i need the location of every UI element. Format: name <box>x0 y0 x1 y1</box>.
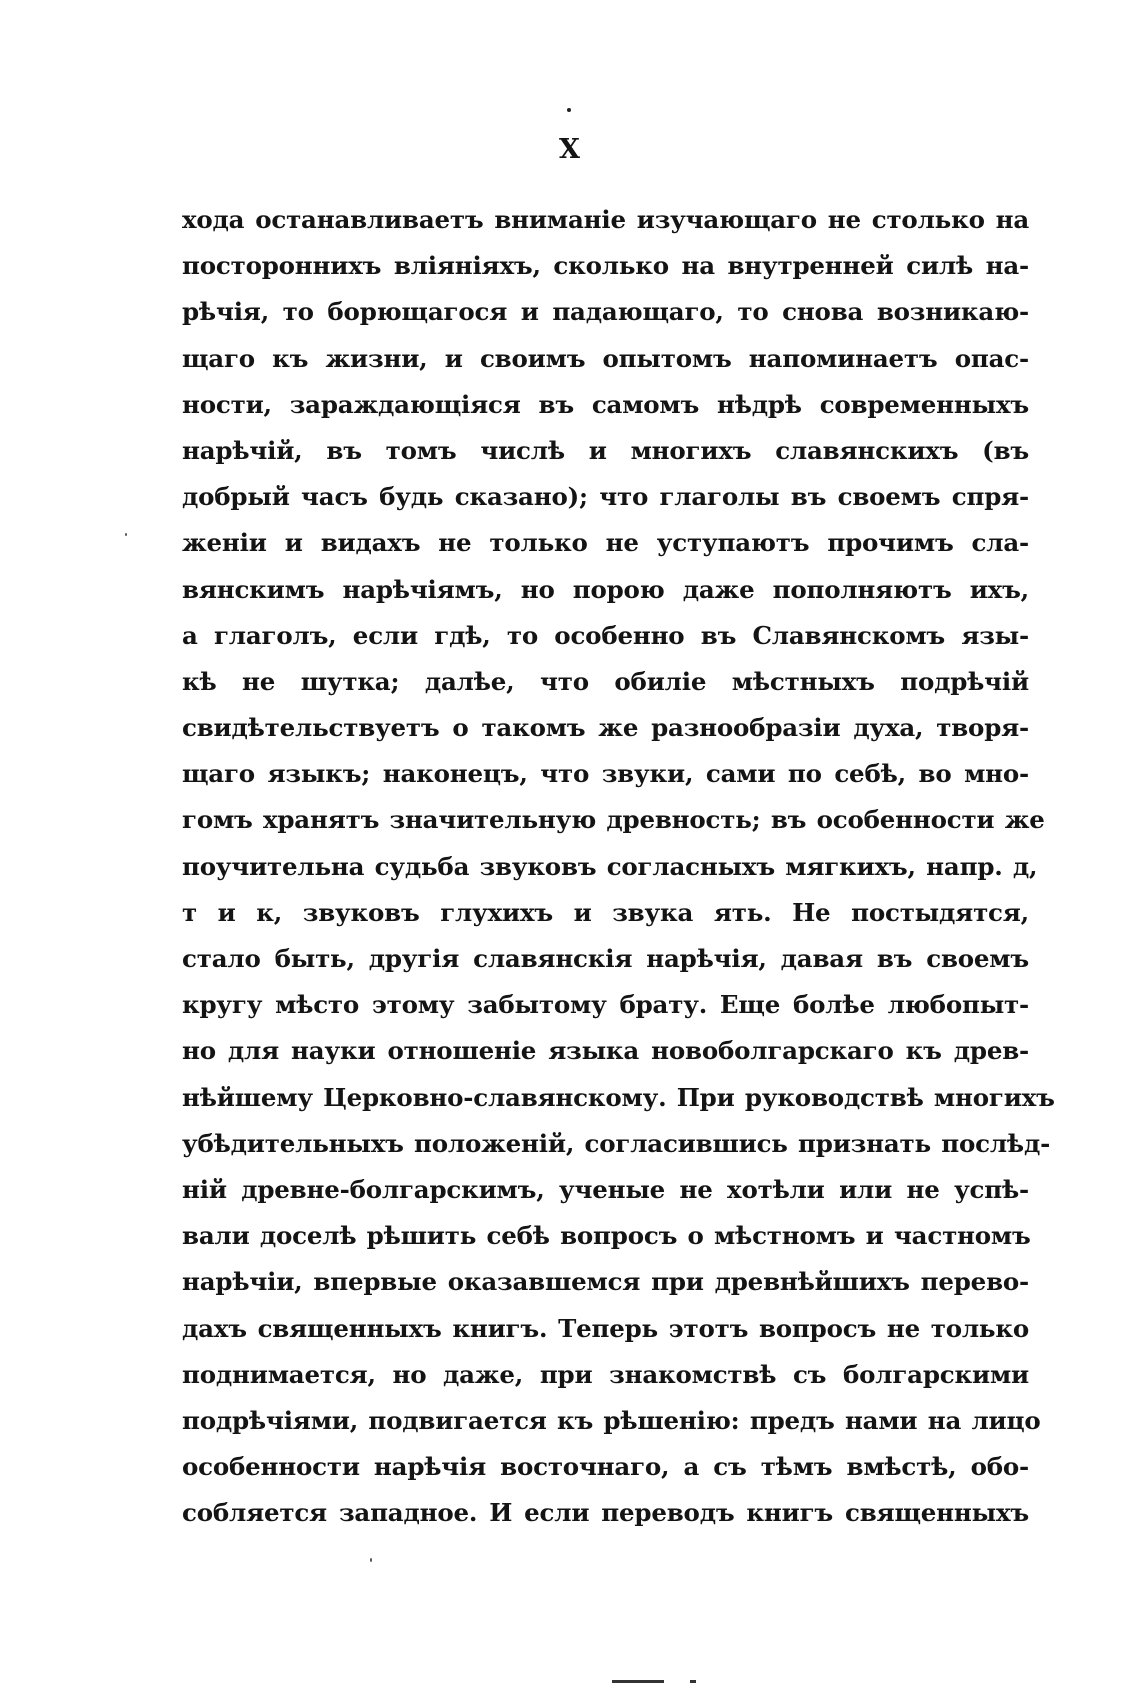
text-line: хода останавливаетъ вниманіе изучающаго не столько на <box>182 205 1029 234</box>
text-line: собляется западное. И если переводъ книгъ священныхъ <box>182 1498 1029 1528</box>
scan-speck <box>370 1558 372 1562</box>
text-line: гомъ хранятъ значительную древность; въ особенности же <box>182 805 1045 835</box>
text-line: т и к, звуковъ глухихъ и звука ять. Не постыдятся, <box>182 897 1029 927</box>
text-line: дахъ священныхъ книгъ. Теперь этотъ вопросъ не только <box>182 1313 1029 1343</box>
ink-dot <box>567 108 571 112</box>
text-line: добрый часъ будь сказано); что глаголы въ своемъ спря- <box>182 482 1029 512</box>
text-line: стало быть, другія славянскія нарѣчія, давая въ своемъ <box>182 944 1029 973</box>
text-line: поднимается, но даже, при знакомствѣ съ болгарскими <box>182 1359 1029 1389</box>
text-line: щаго языкъ; наконецъ, что звуки, сами по себѣ, во мно- <box>182 759 1029 789</box>
text-line: нарѣчій, въ томъ числѣ и многихъ славянскихъ (въ <box>182 435 1029 465</box>
footer-rule <box>612 1680 664 1683</box>
text-line: нарѣчіи, впервые оказавшемся при древнѣйшихъ перево- <box>182 1267 1029 1297</box>
text-line: подрѣчіями, подвигается къ рѣшенію: предъ нами на лицо <box>182 1405 1041 1435</box>
scan-speck <box>125 533 127 536</box>
text-line: убѣдительныхъ положеній, согласившись признать послѣд- <box>182 1128 1051 1158</box>
text-line: вали доселѣ рѣшить себѣ вопросъ о мѣстномъ и частномъ <box>182 1221 1031 1251</box>
footer-rule-fragment <box>690 1680 696 1683</box>
text-line: поучительна судьба звуковъ согласныхъ мягкихъ, напр. д, <box>182 851 1038 881</box>
text-line: а глаголъ, если гдѣ, то особенно въ Славянскомъ язы- <box>182 620 1029 650</box>
text-line: особенности нарѣчія восточнаго, а съ тѣмъ вмѣстѣ, обо- <box>182 1452 1029 1482</box>
text-line: вянскимъ нарѣчіямъ, но порою даже пополняютъ ихъ, <box>182 574 1029 604</box>
text-line: но для науки отношеніе языка новоболгарскаго къ древ- <box>182 1036 1029 1066</box>
text-line: женіи и видахъ не только не уступаютъ прочимъ сла- <box>182 528 1029 558</box>
text-line: рѣчія, то борющагося и падающаго, то снова возникаю- <box>182 297 1029 327</box>
text-line: кѣ не шутка; далѣе, что обиліе мѣстныхъ подрѣчій <box>182 666 1029 696</box>
text-line: нѣйшему Церковно-славянскому. При руководствѣ многихъ <box>182 1082 1055 1112</box>
body-text <box>182 197 1055 1536</box>
text-line: ній древне-болгарскимъ, ученые не хотѣли или не успѣ- <box>182 1174 1029 1204</box>
text-line: свидѣтельствуетъ о такомъ же разнообразіи духа, творя- <box>182 713 1029 743</box>
page-number: X <box>559 134 581 165</box>
text-line: постороннихъ вліяніяхъ, сколько на внутренней силѣ на- <box>182 251 1029 281</box>
text-line: щаго къ жизни, и своимъ опытомъ напоминаетъ опас- <box>182 343 1029 373</box>
text-line: ности, зараждающіяся въ самомъ нѣдрѣ современныхъ <box>182 389 1029 419</box>
text-line: кругу мѣсто этому забытому брату. Еще болѣе любопыт- <box>182 990 1029 1020</box>
